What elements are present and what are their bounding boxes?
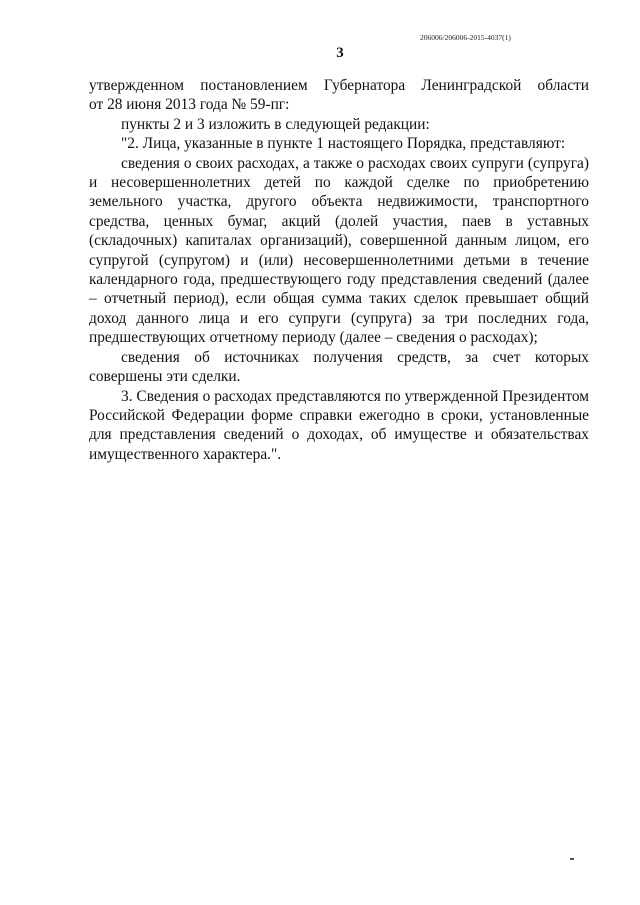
paragraph-item-3: 3. Сведения о расходах представляются по утвержденной Президентом Российской Федерации форме справки ежегодно в сроки, установленные для представления сведений о доходах, об имуществе и обязательствах имущественного характера.". — [89, 387, 589, 463]
paragraph-item-2-heading: "2. Лица, указанные в пункте 1 настоящего Порядка, представляют: — [121, 135, 566, 153]
document-body — [89, 76, 589, 464]
page-number: 3 — [336, 45, 344, 61]
paragraph-funding-sources: сведения об источниках получения средств, за счет которых совершены эти сделки. — [89, 348, 589, 386]
paragraph-expenses-info: сведения о своих расходах, а также о расходах своих супруги (супруга) и несовершеннолетних детей по каждой сделке по приобретению земельного участка, другого объекта недвижимости, транспортного средства, ценных бумаг, акций (долей участия, паев в уставных (складочных) капиталах организаций), совершенной данным лицом, его супругой (супругом) и (или) несовершеннолетними детьми в течение календарного года, предшествующего году представления сведений (далее – отчетный период), если общая сумма таких сделок превышает общий доход данного лица и его супруги (супруга) за три последних года, предшествующих отчетному периоду (далее – сведения о расходах); — [89, 154, 589, 347]
scan-mark — [570, 858, 574, 860]
paragraph-intro-line2: от 28 июня 2013 года № 59-пг: — [89, 96, 290, 114]
paragraph-amendment-instruction: пункты 2 и 3 изложить в следующей редакции: — [121, 115, 430, 133]
document-registration-number: 206006/206006-2015-4037(1) — [420, 33, 511, 42]
paragraph-intro-line1: утвержденном постановлением Губернатора Ленинградской области — [89, 77, 589, 94]
